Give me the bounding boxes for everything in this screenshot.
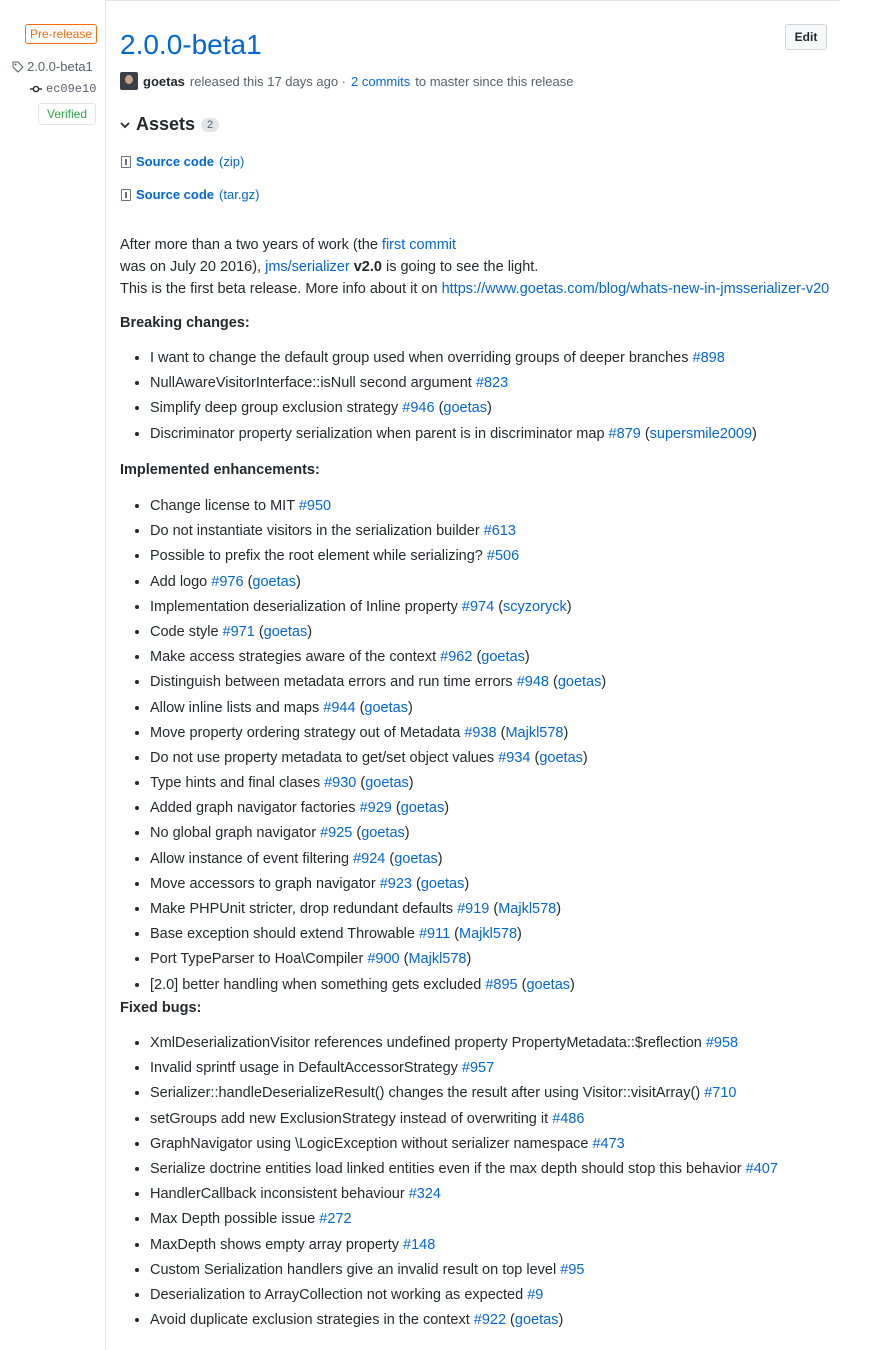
asset-targz[interactable]	[121, 187, 260, 202]
pre-release-badge: Pre-release	[25, 24, 97, 44]
item-text: Base exception should extend Throwable	[150, 926, 419, 943]
item-text: Change license to MIT	[150, 498, 299, 514]
section-heading: Implemented enhancements:	[120, 462, 320, 478]
file-zip-icon	[121, 189, 131, 201]
author-link[interactable]: goetas	[400, 800, 445, 817]
issue-link[interactable]: #950	[298, 498, 332, 514]
list-item: • Base exception should extend Throwable #911 (Majkl578)	[150, 922, 606, 947]
list-item: • Port TypeParser to Hoa\Compiler #900 (Majkl578)	[150, 947, 606, 972]
timeline-divider	[105, 0, 106, 1350]
author-link[interactable]: Majkl578	[459, 926, 518, 943]
issue-link[interactable]: #148	[403, 1236, 436, 1253]
chevron-down-icon	[120, 121, 130, 129]
author-link[interactable]: Majkl578	[408, 951, 467, 968]
list-item	[150, 494, 606, 519]
issue-link[interactable]: #971	[222, 623, 255, 640]
list-item	[150, 1157, 778, 1182]
author-link[interactable]: goetas	[539, 749, 583, 766]
list-item: • Implementation deserialization of Inline property #974 (scyzoryck)	[150, 595, 606, 620]
author-link[interactable]: goetas	[361, 825, 405, 842]
author-link[interactable]: goetas	[514, 1312, 559, 1329]
verified-badge[interactable]: Verified	[38, 103, 96, 125]
first-commit-link[interactable]: first commit	[381, 237, 457, 253]
list-item: • Avoid duplicate exclusion strategies in the context #922 (goetas)	[150, 1308, 778, 1333]
author-link[interactable]: goetas	[420, 875, 465, 892]
item-text: Do not use property metadata to get/set object values	[150, 749, 499, 766]
assets-toggle[interactable]	[120, 114, 219, 135]
issue-link[interactable]: #958	[705, 1035, 739, 1051]
tag-link[interactable]	[12, 59, 93, 74]
list-item	[150, 1132, 778, 1157]
author-link[interactable]: goetas	[263, 623, 308, 640]
item-text: Serialize doctrine entities load linked entities even if the max depth should stop this behavior	[150, 1160, 746, 1177]
asset-name: Source code	[136, 187, 215, 202]
issue-link[interactable]: #929	[359, 800, 392, 817]
section-heading: Breaking changes:	[120, 315, 250, 331]
list-item: • Code style #971 (goetas)	[150, 620, 606, 645]
item-text: Move accessors to graph navigator	[150, 875, 380, 892]
issue-link[interactable]: #473	[592, 1135, 625, 1152]
list-item: • No global graph navigator #925 (goetas)	[150, 821, 606, 846]
item-text: Discriminator property serialization when parent is in discriminator map	[150, 425, 609, 442]
enhancements-list	[120, 494, 606, 998]
issue-link[interactable]: #957	[461, 1060, 495, 1077]
issue-link[interactable]: #486	[552, 1110, 585, 1127]
breaking-changes-list	[120, 346, 757, 447]
intro-text: is going to see the light.	[381, 259, 539, 275]
item-text: Type hints and final clases	[150, 775, 325, 792]
item-text: [2.0] better handling when something gets excluded	[150, 976, 486, 993]
item-text: Make access strategies aware of the context	[150, 649, 441, 666]
list-item: • Allow instance of event filtering #924 (goetas)	[150, 847, 606, 872]
release-meta	[120, 72, 573, 90]
list-item	[150, 1283, 778, 1308]
list-item: • Allow inline lists and maps #944 (goetas)	[150, 696, 606, 721]
list-item	[150, 519, 606, 544]
author-link[interactable]: goetas	[443, 400, 487, 417]
list-item: • Make PHPUnit stricter, drop redundant defaults #919 (Majkl578)	[150, 897, 606, 922]
item-text: Implementation deserialization of Inline property	[150, 598, 462, 615]
item-text: Deserialization to ArrayCollection not working as expected	[150, 1286, 528, 1303]
asset-zip[interactable]	[121, 154, 244, 169]
item-text: Port TypeParser to Hoa\Compiler	[150, 951, 368, 968]
intro-text: After more than a two years of work (the	[120, 237, 382, 253]
issue-link[interactable]: #506	[486, 548, 520, 565]
release-title[interactable]: 2.0.0-beta1	[120, 29, 262, 60]
list-item: • Added graph navigator factories #929 (goetas)	[150, 796, 606, 821]
author-link[interactable]: goetas	[481, 649, 525, 666]
issue-link[interactable]: #962	[440, 649, 473, 666]
item-text: Invalid sprintf usage in DefaultAccessorStrategy	[150, 1060, 462, 1077]
repo-link[interactable]: jms/serializer	[265, 259, 350, 275]
intro-text: This is the first beta release. More info about it on	[120, 281, 442, 297]
issue-link[interactable]: #710	[704, 1085, 737, 1102]
list-item: • Move accessors to graph navigator #923 (goetas)	[150, 872, 606, 897]
author-link[interactable]: goetas	[252, 573, 296, 590]
list-item: • Move property ordering strategy out of Metadata #938 (Majkl578)	[150, 721, 606, 746]
list-item	[150, 1182, 778, 1207]
author-link[interactable]: goetas	[143, 73, 185, 89]
item-text: Code style	[150, 623, 223, 640]
issue-link[interactable]: #9	[527, 1286, 544, 1303]
item-text: setGroups add new ExclusionStrategy instead of overwriting it	[150, 1110, 553, 1127]
edit-button[interactable]: Edit	[785, 24, 827, 50]
list-item: • [2.0] better handling when something gets excluded #895 (goetas)	[150, 973, 606, 998]
issue-link[interactable]: #946	[402, 400, 435, 417]
list-item: • Simplify deep group exclusion strategy #946 (goetas)	[150, 396, 757, 421]
file-zip-icon	[121, 156, 131, 168]
commits-tail: to master since this release	[415, 73, 574, 89]
issue-link[interactable]: #272	[319, 1211, 352, 1228]
item-text: Serializer::handleDeserializeResult() changes the result after using Visitor::visitArray()	[150, 1085, 705, 1102]
author-link[interactable]: goetas	[557, 674, 602, 691]
issue-link[interactable]: #930	[324, 775, 357, 792]
blog-link[interactable]: https://www.goetas.com/blog/whats-new-in-jmsserializer-v20	[441, 281, 830, 297]
item-text: Move property ordering strategy out of Metadata	[150, 724, 465, 741]
item-text: MaxDepth shows empty array property	[150, 1236, 404, 1253]
version-text: v2.0	[353, 259, 382, 275]
list-item: • Distinguish between metadata errors and run time errors #948 (goetas)	[150, 670, 606, 695]
avatar[interactable]	[120, 72, 138, 90]
item-text: Allow inline lists and maps	[150, 699, 324, 716]
list-item: • Add logo #976 (goetas)	[150, 570, 606, 595]
list-item	[150, 1207, 778, 1232]
issue-link[interactable]: #923	[379, 875, 412, 892]
issue-link[interactable]: #823	[475, 375, 509, 392]
item-text: Custom Serialization handlers give an invalid result on top level	[150, 1261, 561, 1278]
item-text: No global graph navigator	[150, 825, 321, 842]
list-item	[150, 1056, 778, 1081]
assets-count: 2	[201, 118, 219, 132]
asset-format: (zip)	[219, 154, 245, 169]
author-link[interactable]: goetas	[394, 850, 438, 867]
issue-link[interactable]: #898	[692, 350, 725, 366]
item-text: Simplify deep group exclusion strategy	[150, 400, 403, 417]
list-item: • Discriminator property serialization when parent is in discriminator map #879 (supersmile2009)	[150, 422, 757, 447]
author-link[interactable]: goetas	[365, 775, 409, 792]
item-text: I want to change the default group used when overriding groups of deeper branches	[150, 350, 693, 366]
item-text: XmlDeserializationVisitor references undefined property PropertyMetadata::$reflection	[150, 1035, 706, 1051]
list-item	[150, 1233, 778, 1258]
assets-label: Assets	[136, 114, 196, 134]
fixed-bugs-list	[120, 1031, 778, 1333]
list-item	[150, 544, 606, 569]
issue-link[interactable]: #911	[418, 926, 451, 943]
intro-text: was on July 20 2016),	[120, 259, 266, 275]
commits-link[interactable]: 2 commits	[351, 73, 411, 89]
item-text: Make PHPUnit stricter, drop redundant defaults	[150, 901, 458, 917]
list-item	[150, 1031, 778, 1056]
issue-link[interactable]: #613	[483, 523, 516, 540]
list-item: • Do not use property metadata to get/set object values #934 (goetas)	[150, 746, 606, 771]
issue-link[interactable]: #407	[745, 1160, 778, 1177]
item-text: Possible to prefix the root element while serializing?	[150, 548, 487, 565]
list-item	[150, 1107, 778, 1132]
released-text: released this 17 days ago ·	[189, 73, 347, 89]
issue-link[interactable]: #948	[516, 674, 549, 691]
issue-link[interactable]: #919	[457, 901, 490, 917]
list-item	[150, 371, 757, 396]
item-text: Allow instance of event filtering	[150, 850, 354, 867]
item-text: Add logo	[150, 573, 212, 590]
author-link[interactable]: goetas	[526, 976, 571, 993]
author-link[interactable]: supersmile2009	[649, 425, 753, 442]
issue-link[interactable]: #925	[320, 825, 353, 842]
author-link[interactable]: Majkl578	[505, 724, 564, 741]
issue-link[interactable]: #934	[498, 749, 531, 766]
item-text: Do not instantiate visitors in the serialization builder	[150, 523, 484, 540]
item-text: Max Depth possible issue	[150, 1211, 320, 1228]
issue-link[interactable]: #324	[408, 1186, 441, 1203]
asset-format: (tar.gz)	[219, 187, 260, 202]
item-text: Distinguish between metadata errors and run time errors	[150, 674, 517, 691]
author-link[interactable]: Majkl578	[498, 901, 557, 917]
issue-link[interactable]: #95	[560, 1261, 585, 1278]
asset-name: Source code	[136, 154, 215, 169]
release-intro	[120, 234, 829, 300]
issue-link[interactable]: #895	[485, 976, 518, 993]
list-item: • Type hints and final clases #930 (goetas)	[150, 771, 606, 796]
issue-link[interactable]: #879	[608, 425, 641, 442]
list-item	[150, 1081, 778, 1106]
author-link[interactable]: goetas	[364, 699, 408, 716]
section-heading: Fixed bugs:	[120, 1000, 202, 1016]
issue-link[interactable]: #976	[211, 573, 244, 590]
list-item: • Make access strategies aware of the context #962 (goetas)	[150, 645, 606, 670]
commit-link[interactable]	[30, 82, 96, 96]
issue-link[interactable]: #922	[473, 1312, 507, 1329]
issue-link[interactable]: #974	[461, 598, 495, 615]
issue-link[interactable]: #938	[464, 724, 497, 741]
commit-sha: ec09e10	[46, 82, 97, 96]
issue-link[interactable]: #924	[353, 850, 386, 867]
tag-icon	[12, 61, 24, 73]
tag-name: 2.0.0-beta1	[27, 59, 93, 74]
author-link[interactable]: scyzoryck	[503, 598, 567, 615]
item-text: NullAwareVisitorInterface::isNull second argument	[150, 375, 476, 392]
list-item	[150, 1258, 778, 1283]
list-item	[150, 346, 757, 371]
item-text: GraphNavigator using \LogicException without serializer namespace	[150, 1135, 593, 1152]
item-text: Added graph navigator factories	[150, 800, 360, 817]
item-text: HandlerCallback inconsistent behaviour	[150, 1186, 409, 1203]
issue-link[interactable]: #944	[323, 699, 356, 716]
top-divider	[105, 0, 840, 1]
commit-icon	[30, 84, 42, 94]
issue-link[interactable]: #900	[367, 951, 400, 968]
item-text: Avoid duplicate exclusion strategies in the context	[150, 1312, 474, 1329]
